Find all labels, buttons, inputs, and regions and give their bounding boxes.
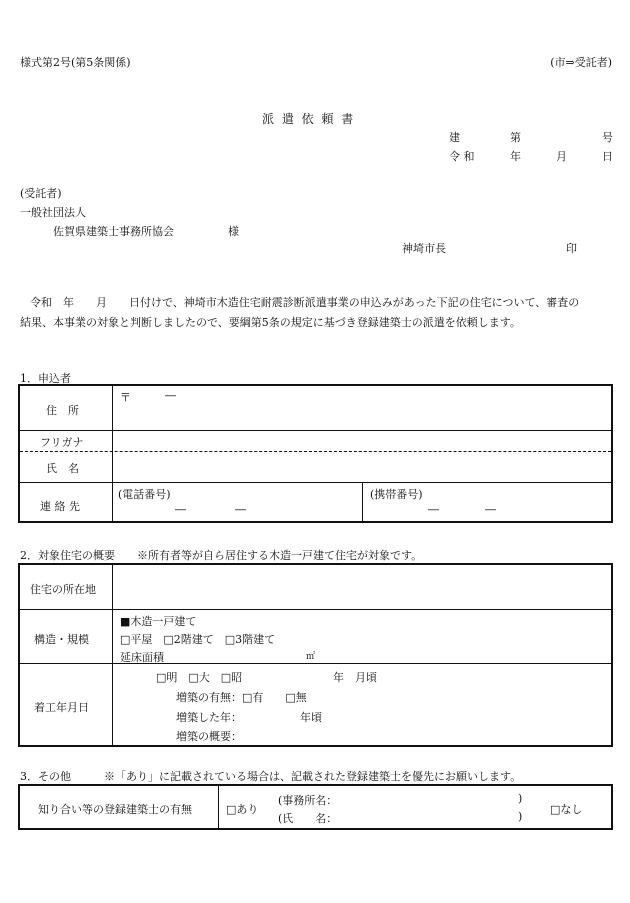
applicant-table: [18, 384, 613, 523]
section1-heading: 1．申込者: [20, 372, 71, 385]
person-close-paren: ): [518, 810, 523, 823]
body-line-2: 結果、本事業の対象と判断しましたので、要綱第5条の規定に基づき登録建築士の派遣を依頼します。: [20, 316, 521, 329]
recipient-org-type: 一般社団法人: [20, 206, 86, 219]
floor-area-label: 延床面積: [120, 651, 164, 664]
form-direction: (市⇒受託者): [550, 56, 612, 69]
contact-label: 連 絡 先: [40, 500, 80, 513]
section3-heading: 3．その他 ※「あり」に記載されている場合は、記載された登録建築士を優先にお願いします。: [20, 770, 522, 783]
phone-dash-2: ―: [235, 503, 246, 516]
office-name-label: (事務所名：: [278, 794, 338, 807]
structure-floors[interactable]: □平屋 □2階建て □3階建て: [120, 633, 276, 646]
extension-year-label: 増築した年：: [176, 711, 242, 724]
mobile-label: (携帯番号): [370, 488, 423, 501]
era-suffix: 年 月頃: [333, 671, 377, 684]
mobile-dash-1: ―: [428, 503, 439, 516]
location-field[interactable]: [113, 565, 611, 609]
name-label: 氏 名: [46, 462, 79, 475]
extension-summary-label: 増築の概要：: [176, 730, 242, 743]
recipient-org-name: 佐賀県建築士事務所協会: [53, 225, 174, 238]
extension-options[interactable]: 増築の有無：□有 □無: [176, 691, 307, 704]
date-year: 年: [510, 150, 521, 163]
architect-label: 知り合い等の登録建築士の有無: [38, 803, 192, 816]
phone-dash-1: ―: [175, 503, 186, 516]
construction-date-label: 着工年月日: [34, 701, 89, 714]
sender-title: 神埼市長: [402, 242, 446, 255]
architect-table: [18, 784, 613, 830]
structure-type[interactable]: ■木造一戸建て: [120, 615, 197, 628]
house-table: [18, 563, 613, 747]
furigana-field[interactable]: [113, 431, 611, 451]
postal-dash: ―: [165, 389, 176, 402]
era-options[interactable]: □明 □大 □昭: [156, 671, 243, 684]
recipient-honorific: 様: [228, 225, 239, 238]
person-name-label: (氏 名：: [278, 812, 338, 825]
seal-mark: 印: [566, 242, 577, 255]
body-line-1: 令和 年 月 日付けで、神埼市木造住宅耐震診断派遣事業の申込みがあった下記の住宅について、審査の: [30, 296, 580, 309]
name-field[interactable]: [113, 452, 611, 482]
date-day: 日: [602, 150, 613, 163]
document-title: 派 遣 依 頼 書: [262, 112, 356, 126]
doc-number-prefix: 建: [449, 131, 460, 144]
architect-yes-option[interactable]: □あり: [226, 803, 259, 816]
location-label: 住宅の所在地: [30, 583, 96, 596]
form-number: 様式第2号(第5条関係): [20, 56, 131, 69]
section2-heading: 2．対象住宅の概要 ※所有者等が自ら居住する木造一戸建て住宅が対象です。: [20, 549, 423, 562]
office-close-paren: ): [518, 792, 523, 805]
mobile-dash-2: ―: [485, 503, 496, 516]
extension-year-suffix: 年頃: [300, 711, 322, 724]
date-month: 月: [556, 150, 567, 163]
address-field[interactable]: [120, 404, 605, 426]
floor-area-unit: ㎡: [306, 652, 316, 662]
furigana-label: フリガナ: [40, 436, 84, 449]
date-era: 令 和: [449, 150, 475, 163]
architect-no-option[interactable]: □なし: [550, 803, 583, 816]
recipient-label: (受託者): [20, 187, 62, 200]
doc-number-suffix: 号: [602, 131, 613, 144]
structure-label: 構造・規模: [34, 633, 89, 646]
postal-mark: 〒: [120, 391, 131, 404]
phone-label: (電話番号): [118, 488, 171, 501]
address-label: 住 所: [46, 404, 79, 417]
doc-number-mid: 第: [510, 131, 521, 144]
